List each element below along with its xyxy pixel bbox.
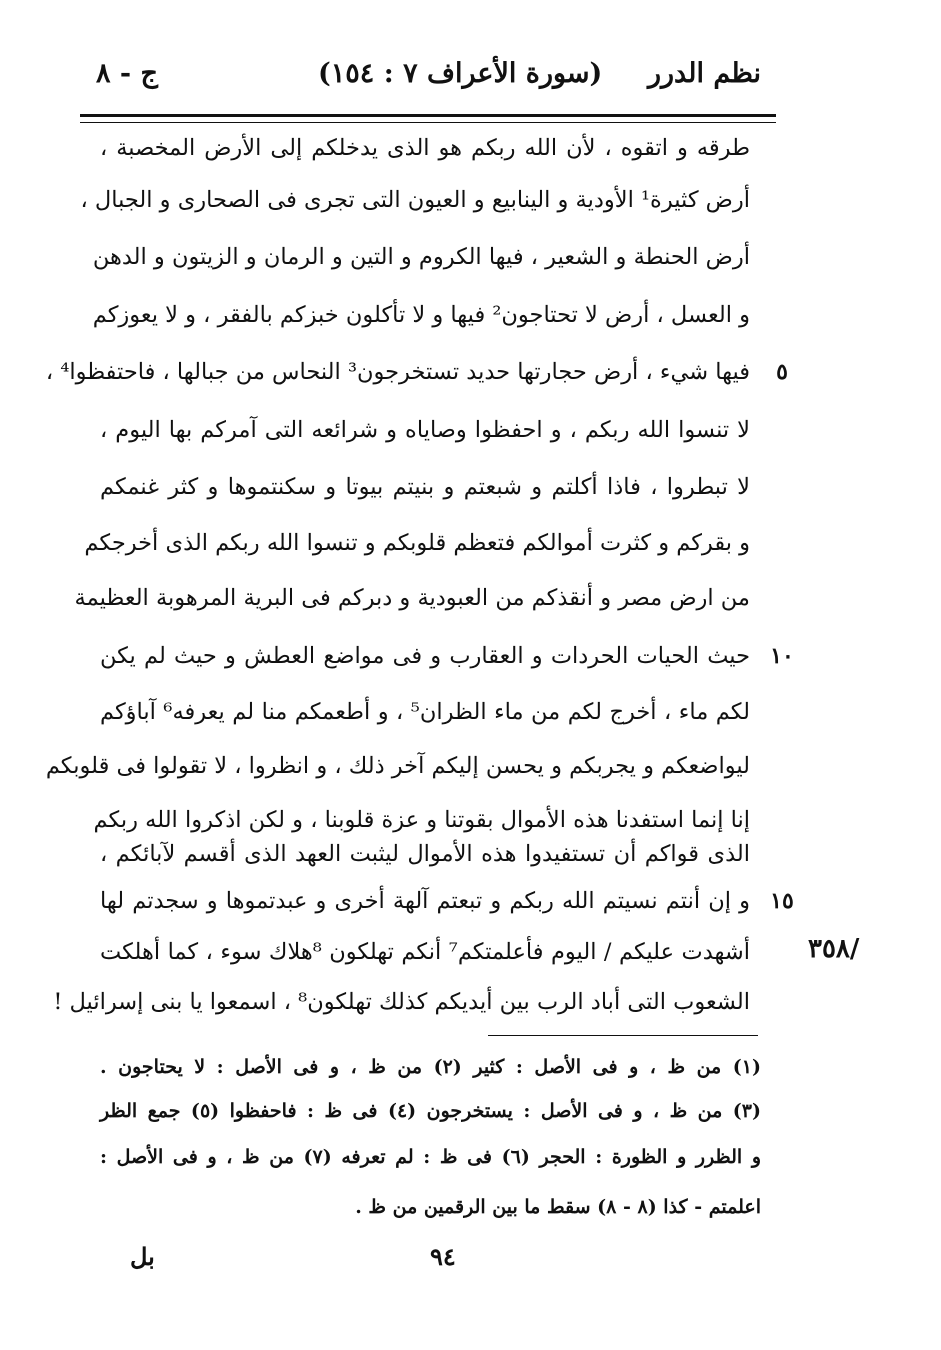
text-line: أشهدت عليكم / اليوم فأعلمتكم⁷ أنكم تهلكون ⁸هلاك سوء ، كما أهلكت [100,939,750,965]
text-line: الذى قواكم أن تستفيدوا هذه الأموال ليثبت العهد الذى أقسم لآبائكم ، [100,841,750,867]
text-line: و إن أنتم نسيتم الله ربكم و تبعتم آلهة أخرى و عبدتموها و سجدتم لها [100,888,750,914]
footnote-line: (١) من ظ ، و فى الأصل : كثير (٢) من ظ ، و فى الأصل : لا يحتاجون . [100,1056,761,1078]
text-line: إنا إنما استفدنا هذه الأموال بقوتنا و عزة قلوبنا ، و لكن اذكروا الله ربكم [93,807,750,833]
line-number: ١٠ [770,643,794,669]
text-line: فيها شيء ، أرض حجارتها حديد تستخرجون³ النحاس من جبالها ، فاحتفظوا⁴ ، [45,359,750,385]
text-line: حيث الحيات الحردات و العقارب و فى مواضع العطش و حيث لم يكن [100,643,750,669]
footnote-line: اعلمتم - كذا (٨ - ٨) سقط ما بين الرقمين من ظ . [355,1196,761,1218]
text-line: أرض كثيرة¹ الأودية و الينابيع و العيون التى تجرى فى الصحارى و الجبال ، [80,187,750,213]
text-line: طرقه و اتقوه ، لأن الله ربكم هو الذى يدخلكم إلى الأرض المخصبة ، [100,135,750,161]
text-line: و العسل ، أرض لا تحتاجون² فيها و لا تأكلون خبزكم بالفقر ، و لا يعوزكم [92,302,750,328]
text-line: من ارض مصر و أنقذكم من العبودية و دبركم فى البرية المرهوبة العظيمة [74,585,750,611]
text-line: الشعوب التى أباد الرب بين أيديكم كذلك تهلكون⁸ ، اسمعوا يا بنى إسرائيل ! [53,989,750,1015]
footnote-line: و الظرر و الظورة : الحجر (٦) فى ظ : لم تعرفه (٧) من ظ ، و فى الأصل : [100,1146,761,1168]
text-line: ليواضعكم و يجربكم و يحسن إليكم آخر ذلك ، و انظروا ، لا تقولوا فى قلوبكم [45,753,750,779]
footnote-line: (٣) من ظ ، و فى الأصل : يستخرجون (٤) فى ظ : فاحفظوا (٥) جمع الظر [100,1100,762,1122]
text-line: لكم ماء ، أخرج لكم من ماء الظران⁵ ، و أطعمكم منا لم يعرفه⁶ آباؤكم [100,699,751,725]
footnote-divider [488,1035,758,1036]
text-line: أرض الحنطة و الشعير ، فيها الكروم و التين و الرمان و الزيتون و الدهن [92,244,750,270]
header-rule-thick [80,114,776,117]
line-number: ٥ [776,359,788,385]
catchword: بل [130,1242,155,1271]
line-number: ١٥ [770,888,794,914]
text-line: لا تنسوا الله ربكم ، و احفظوا وصاياه و شرائعه التى آمركم بها اليوم ، [100,417,750,443]
page-number: ٩٤ [430,1242,456,1271]
margin-folio-note: /٣٥٨ [808,934,860,964]
volume-number: ج - ٨ [96,58,158,89]
header-rule-thin [80,122,776,123]
text-line: و بقركم و كثرت أموالكم فتعظم قلوبكم و تنسوا الله ربكم الذى أخرجكم [84,530,750,556]
text-line: لا تبطروا ، فاذا أكلتم و شبعتم و بنيتم بيوتا و سكنتموها و كثر غنمكم [100,474,750,500]
book-title: نظم الدرر [647,58,761,89]
surah-reference: (سورة الأعراف ٧ : ١٥٤) [318,58,603,89]
